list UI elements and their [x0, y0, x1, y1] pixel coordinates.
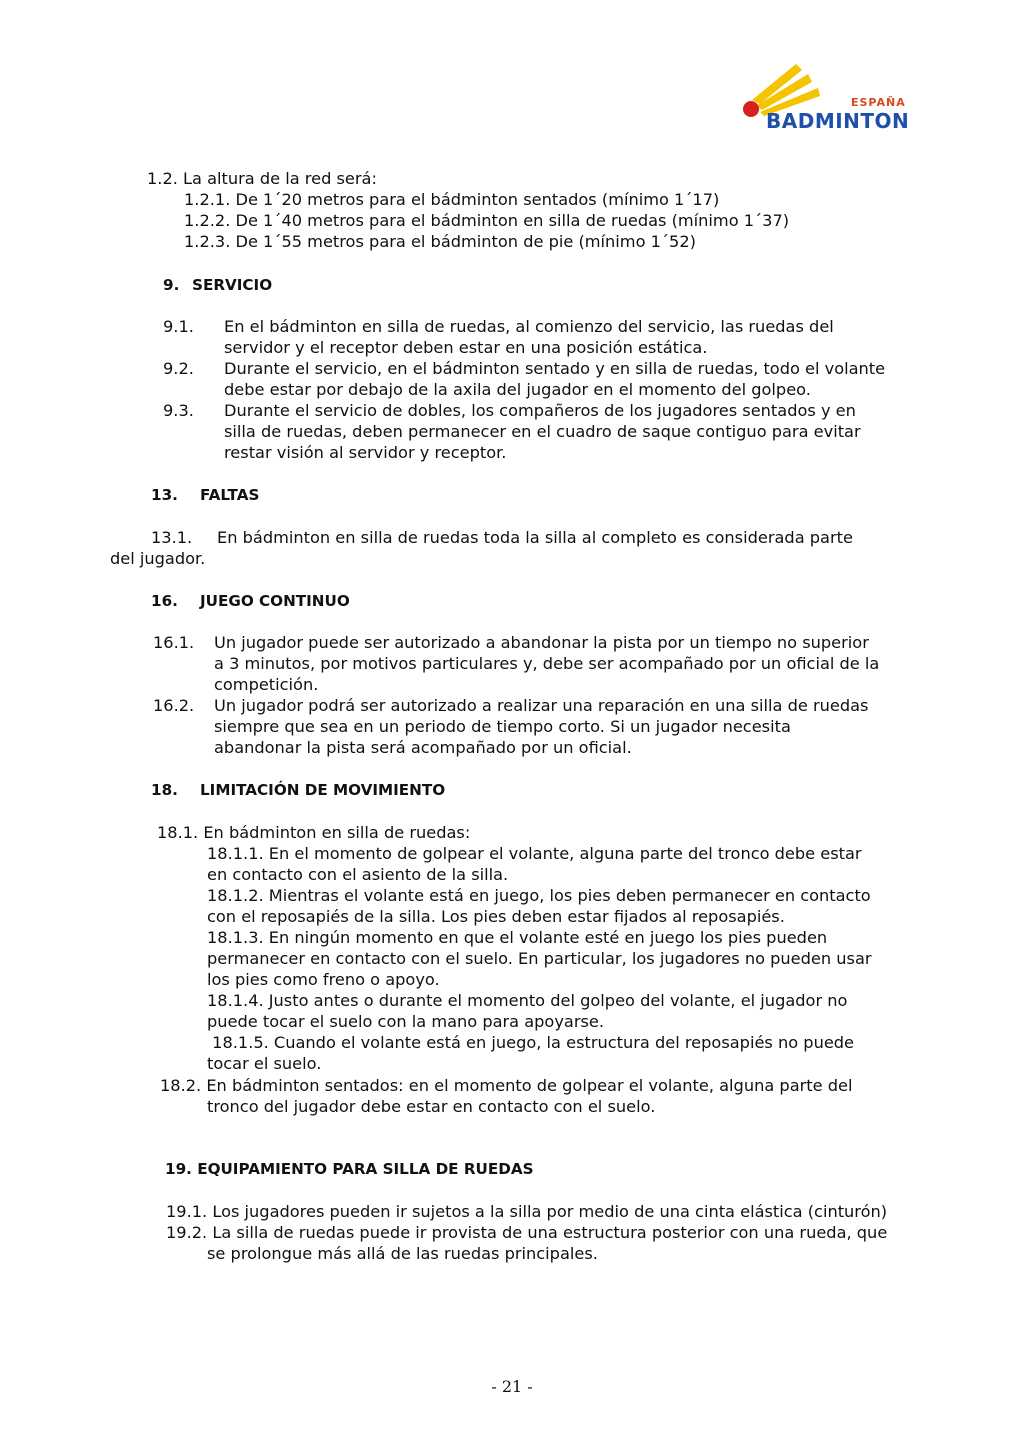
item-text-line: Durante el servicio, en el bádminton sentado y en silla de ruedas, todo el volante: [224, 359, 886, 378]
item-18-1-3-line: permanecer en contacto con el suelo. En particular, los jugadores no pueden usar: [207, 949, 872, 968]
item-text-line: Un jugador puede ser autorizado a abandonar la pista por un tiempo no superior: [214, 633, 869, 652]
item-18-1-4-line: 18.1.4. Justo antes o durante el momento del golpeo del volante, el jugador no: [207, 991, 848, 1010]
heading-16-number: 16.: [151, 592, 178, 610]
item-1-2-1: 1.2.1. De 1´20 metros para el bádminton sentados (mínimo 1´17): [184, 190, 720, 209]
item-19-1: 19.1. Los jugadores pueden ir sujetos a la silla por medio de una cinta elástica (cinturón): [166, 1202, 888, 1221]
espana-badminton-logo: [738, 62, 910, 140]
logo-espana-text: ESPAÑA: [851, 96, 906, 109]
item-13-1-text: En bádminton en silla de ruedas toda la silla al completo es considerada parte: [217, 528, 853, 547]
item-number: 9.2.: [163, 359, 194, 378]
item-text-line: a 3 minutos, por motivos particulares y, debe ser acompañado por un oficial de la: [214, 654, 880, 673]
item-18-1-4-line: puede tocar el suelo con la mano para apoyarse.: [207, 1012, 605, 1031]
item-18-1-2-line: 18.1.2. Mientras el volante está en juego, los pies deben permanecer en contacto: [207, 886, 871, 905]
item-text-line: Un jugador podrá ser autorizado a realizar una reparación en una silla de ruedas: [214, 696, 869, 715]
item-text-line: siempre que sea en un periodo de tiempo corto. Si un jugador necesita: [214, 717, 791, 736]
item-18-1-3-line: los pies como freno o apoyo.: [207, 970, 440, 989]
heading-9-title: SERVICIO: [192, 276, 273, 294]
item-18-1-5-line: tocar el suelo.: [207, 1054, 322, 1073]
item-text-line: competición.: [214, 675, 319, 694]
item-text-line: debe estar por debajo de la axila del jugador en el momento del golpeo.: [224, 380, 811, 399]
item-1-2-3: 1.2.3. De 1´55 metros para el bádminton de pie (mínimo 1´52): [184, 232, 696, 251]
heading-18-number: 18.: [151, 781, 178, 799]
item-number: 9.3.: [163, 401, 194, 420]
item-18-1-1-line: 18.1.1. En el momento de golpear el volante, alguna parte del tronco debe estar: [207, 844, 862, 863]
page-number: - 21 -: [491, 1377, 533, 1396]
heading-9-number: 9.: [163, 276, 180, 294]
item-18-2-line: 18.2. En bádminton sentados: en el momento de golpear el volante, alguna parte del: [160, 1076, 853, 1095]
item-text-line: En el bádminton en silla de ruedas, al comienzo del servicio, las ruedas del: [224, 317, 834, 336]
item-text-line: Durante el servicio de dobles, los compañeros de los jugadores sentados y en: [224, 401, 856, 420]
item-number: 9.1.: [163, 317, 194, 336]
section-1-2-title: 1.2. La altura de la red será:: [147, 169, 377, 188]
item-19-2-cont: se prolongue más allá de las ruedas principales.: [207, 1244, 598, 1263]
logo-badminton-text: BADMINTON: [766, 109, 910, 133]
item-text-line: servidor y el receptor deben estar en una posición estática.: [224, 338, 708, 357]
item-number: 16.1.: [153, 633, 195, 652]
item-13-1-number: 13.1.: [151, 528, 193, 547]
item-18-1-intro: 18.1. En bádminton en silla de ruedas:: [157, 823, 471, 842]
heading-18-title: LIMITACIÓN DE MOVIMIENTO: [200, 781, 446, 799]
item-19-2: 19.2. La silla de ruedas puede ir provista de una estructura posterior con una rueda, que: [166, 1223, 888, 1242]
item-text-line: silla de ruedas, deben permanecer en el cuadro de saque contiguo para evitar: [224, 422, 861, 441]
item-18-1-3-line: 18.1.3. En ningún momento en que el volante esté en juego los pies pueden: [207, 928, 828, 947]
item-18-1-2-line: con el reposapiés de la silla. Los pies deben estar fijados al reposapiés.: [207, 907, 785, 926]
item-13-1-text-cont: del jugador.: [110, 549, 206, 568]
heading-13-number: 13.: [151, 486, 178, 504]
heading-13-title: FALTAS: [200, 486, 260, 504]
item-text-line: restar visión al servidor y receptor.: [224, 443, 507, 462]
item-1-2-2: 1.2.2. De 1´40 metros para el bádminton en silla de ruedas (mínimo 1´37): [184, 211, 790, 230]
heading-16-title: JUEGO CONTINUO: [200, 592, 350, 610]
heading-19: 19. EQUIPAMIENTO PARA SILLA DE RUEDAS: [165, 1160, 534, 1178]
item-number: 16.2.: [153, 696, 195, 715]
item-18-2-line-cont: tronco del jugador debe estar en contacto con el suelo.: [207, 1097, 656, 1116]
item-text-line: abandonar la pista será acompañado por un oficial.: [214, 738, 632, 757]
item-18-1-5-line: 18.1.5. Cuando el volante está en juego, la estructura del reposapiés no puede: [207, 1033, 855, 1052]
item-18-1-1-line: en contacto con el asiento de la silla.: [207, 865, 509, 884]
